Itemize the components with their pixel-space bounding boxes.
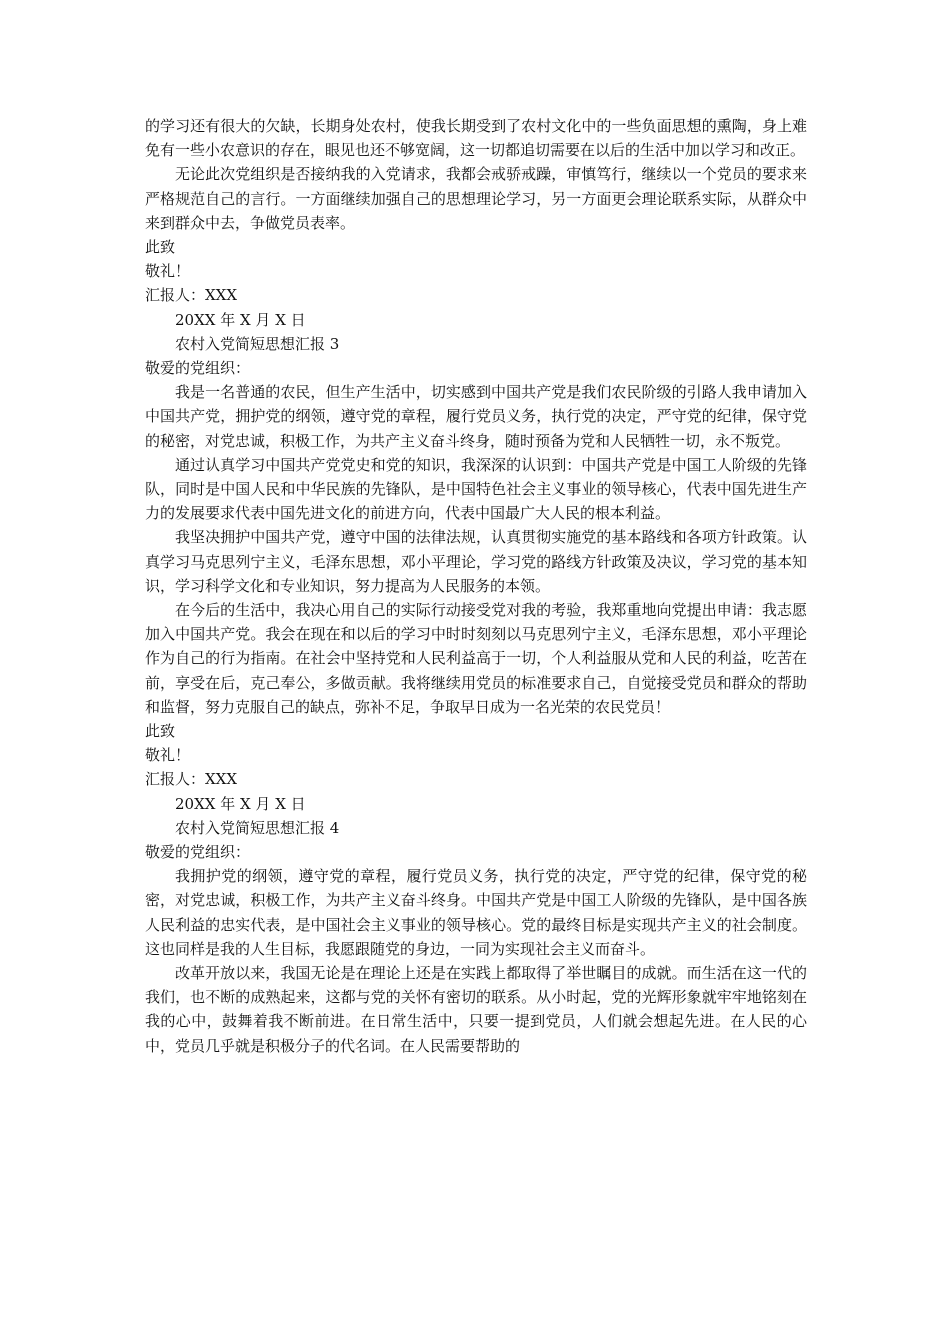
- section-title: 农村入党简短思想汇报 3: [175, 334, 340, 353]
- greeting-line: 敬爱的党组织：: [145, 842, 251, 861]
- reporter-line: 汇报人：XXX: [145, 286, 238, 305]
- greeting-line: 敬爱的党组织：: [145, 358, 251, 377]
- closing-text: 此致: [145, 721, 176, 740]
- paragraph: 通过认真学习中国共产党党史和党的知识，我深深的认识到：中国共产党是中国工人阶级的先锋队，同时是中国人民和中华民族的先锋队，是中国特色社会主义事业的领导核心，代表中国先进生产力的发展要求代表中国先进文化的前进方向，代表中国最广大人民的根本利益。: [145, 455, 807, 523]
- paragraph: 在今后的生活中，我决心用自己的实际行动接受党对我的考验，我郑重地向党提出申请：我志愿加入中国共产党。我会在现在和以后的学习中时时刻刻以马克思列宁主义，毛泽东思想，邓小平理论作为自己的行为指南。在社会中坚持党和人民利益高于一切，个人利益服从党和人民的利益，吃苦在前，享受在后，克己奉公，多做贡献。我将继续用党员的标准要求自己，自觉接受党员和群众的帮助和监督，努力克服自己的缺点，弥补不足，争取早日成为一名光荣的农民党员！: [145, 600, 807, 716]
- paragraph: 我坚决拥护中国共产党，遵守中国的法律法规，认真贯彻实施党的基本路线和各项方针政策。认真学习马克思列宁主义，毛泽东思想，邓小平理论，学习党的路线方针政策及决议，学习党的基本知识，学习科学文化和专业知识，努力提高为人民服务的本领。: [145, 528, 807, 595]
- paragraph: 我拥护党的纲领，遵守党的章程，履行党员义务，执行党的决定，严守党的纪律，保守党的秘密，对党忠诚，积极工作，为共产主义奋斗终身。中国共产党是中国工人阶级的先锋队，是中国各族人民利益的忠实代表，是中国社会主义事业的领导核心。党的最终目标是实现共产主义的社会制度。这也同样是我的人生目标，我愿跟随党的身边，一同为实现社会主义而奋斗。: [145, 867, 807, 958]
- document-page: [145, 114, 807, 1058]
- salute-text: 敬礼！: [145, 262, 191, 281]
- paragraph: 我是一名普通的农民，但生产生活中，切实感到中国共产党是我们农民阶级的引路人我申请加入中国共产党，拥护党的纲领，遵守党的章程，履行党员义务，执行党的决定，严守党的纪律，保守党的秘密，对党忠诚，积极工作，为共产主义奋斗终身，随时预备为党和人民牺牲一切，永不叛党。: [145, 383, 807, 450]
- reporter-line: 汇报人：XXX: [145, 770, 238, 789]
- date-line: 20XX 年 X 月 X 日: [175, 310, 306, 329]
- paragraph-continuation: 的学习还有很大的欠缺，长期身处农村，使我长期受到了农村文化中的一些负面思想的熏陶，身上难免有一些小农意识的存在，眼见也还不够宽阔，这一切都追切需要在以后的生活中加以学习和改正。: [145, 117, 807, 160]
- paragraph-commitment: 无论此次党组织是否接纳我的入党请求，我都会戒骄戒躁，审慎笃行，继续以一个党员的要求来严格规范自己的言行。一方面继续加强自己的思想理论学习，另一方面更会理论联系实际，从群众中来到群众中去，争做党员表率。: [145, 165, 807, 232]
- closing-text: 此致: [145, 238, 176, 257]
- salute-text: 敬礼！: [145, 746, 191, 765]
- date-line: 20XX 年 X 月 X 日: [175, 794, 306, 813]
- section-title: 农村入党简短思想汇报 4: [175, 818, 340, 837]
- paragraph: 改革开放以来，我国无论是在理论上还是在实践上都取得了举世瞩目的成就。而生活在这一代的我们，也不断的成熟起来，这都与党的关怀有密切的联系。从小时起，党的光辉形象就牢牢地铭刻在我的心中，鼓舞着我不断前进。在日常生活中，只要一提到党员，人们就会想起先进。在人民的心中，党员几乎就是积极分子的代名词。在人民需要帮助的: [145, 963, 807, 1055]
